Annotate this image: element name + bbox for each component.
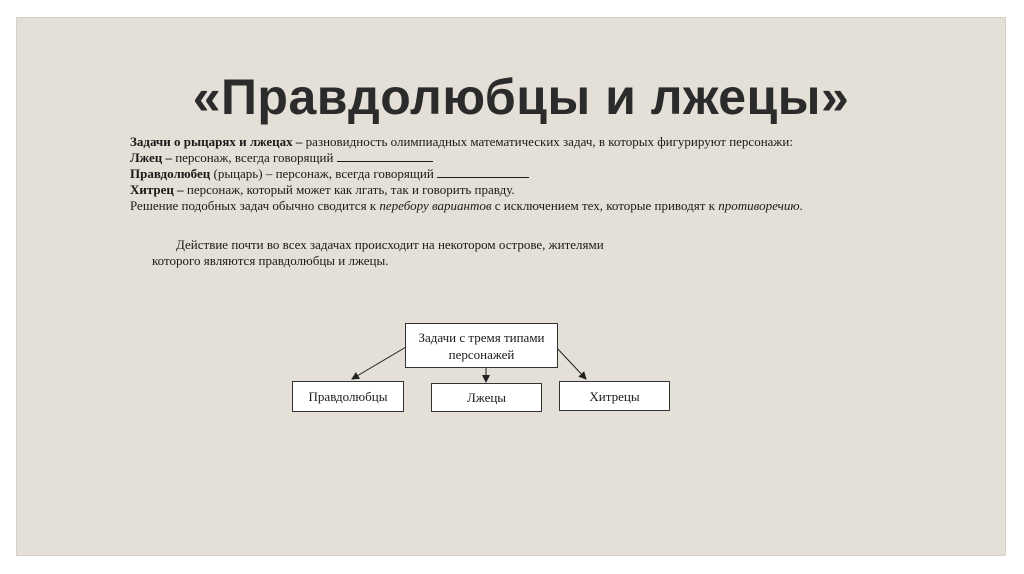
term-liar: Лжец – (130, 150, 172, 165)
arrow-to-truthtellers (352, 347, 406, 379)
arrow-to-tricksters (556, 347, 586, 379)
diagram-box-tricksters: Хитрецы (559, 381, 670, 411)
diagram-box-liars: Лжецы (431, 383, 542, 412)
diagram-box-truthtellers: Правдолюбцы (292, 381, 404, 412)
definition-text: . (799, 198, 803, 213)
definition-text: с исключением тех, которые приводят к (491, 198, 719, 213)
slide-title: «Правдолюбцы и лжецы» (192, 69, 850, 125)
setting-line-2: которого являются правдолюбцы и лжецы. (152, 253, 389, 268)
term-trickster: Хитрец – (130, 182, 184, 197)
emphasis-text: противоречию (718, 198, 800, 213)
diagram-root-box: Задачи с тремя типами персонажей (405, 323, 558, 368)
definition-text: (рыцарь) – персонаж, всегда говорящий (210, 166, 434, 181)
definition-text: персонаж, который может как лгать, так и говорить правду. (183, 182, 515, 197)
term-truthteller: Правдолюбец (130, 166, 211, 181)
term-knights-liars: Задачи о рыцарях и лжецах – (130, 134, 303, 149)
definition-text: персонаж, всегда говорящий (171, 150, 334, 165)
definition-text: Решение подобных задач обычно сводится к (130, 198, 380, 213)
definition-text: разновидность олимпиадных математических задач, в которых фигурируют персонажи: (302, 134, 793, 149)
setting-line-1: Действие почти во всех задачах происходит на некотором острове, жителями (176, 237, 604, 252)
emphasis-text: перебору вариантов (379, 198, 492, 213)
